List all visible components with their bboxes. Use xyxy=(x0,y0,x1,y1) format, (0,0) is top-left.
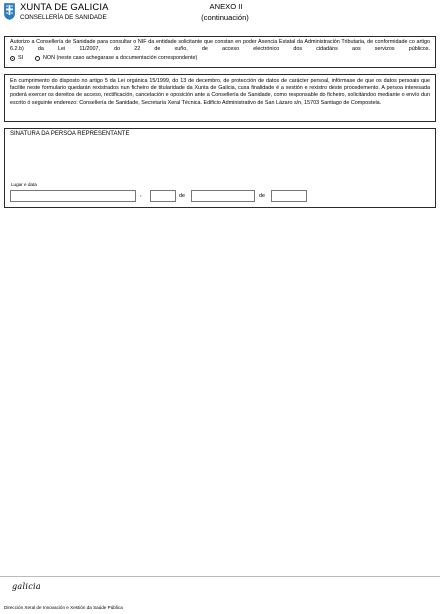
galicia-logo: galicia xyxy=(12,582,41,591)
date-separator: , xyxy=(140,192,142,198)
month-input[interactable] xyxy=(191,190,255,202)
footer-text: Dirección Xeral de Innovación e Xestión da Saúde Pública xyxy=(4,605,123,610)
authorization-text: Autorizo a Consellería de Sanidade para consultar o NIF da entidade solicitante que constan en poder Axencia Estatal da Administración Tributaria, de conformidade co artigo 6.2.b) da Lei 11/2007, do 22 de xuño, de acceso electrónico dos cidadáns aos servizos públicos. xyxy=(10,39,430,53)
org-subtitle: CONSELLERÍA DE SANIDADE xyxy=(20,14,107,21)
place-date-label: Lugar e data xyxy=(11,182,37,187)
radio-non-label: NON (neste caso achegarase a documentación correspondente) xyxy=(43,55,198,61)
org-title: XUNTA DE GALICIA xyxy=(20,2,109,13)
radio-si-label: SI xyxy=(18,55,24,61)
xunta-shield-icon xyxy=(4,3,15,20)
de-label-2: de xyxy=(259,193,265,199)
signature-title: SINATURA DA PERSOA REPRESENTANTE xyxy=(10,131,130,137)
annex-title: ANEXO II xyxy=(209,2,243,11)
de-label-1: de xyxy=(179,193,185,199)
privacy-notice-text: En cumprimento do disposto no artigo 5 da Lei orgánica 15/1999, do 13 de decembro, de protección de datos de carácter persoal, infórmase de que os datos persoais que facilite neste formulario quedarán rexistrados nun ficheiro de titularidade da Xunta de Galicia, cuxa finalidade é a xestión e rexistro deste procedemento. A persoa interesada poderá exercer os dereitos de acceso, rectificación, cancelación e oposición ante a Consellería de Sanidade, como responsable do ficheiro, solicitándoo mediante o envío dun escrito ó seguinte enderezo: Consellería de Sanidade, Secretaría Xeral Técnica. Edificio Administrativo de San Lázaro s/n, 15703 Santiago de Compostela. xyxy=(10,78,430,106)
place-input[interactable] xyxy=(10,190,136,202)
day-input[interactable] xyxy=(150,190,176,202)
footer-divider xyxy=(0,576,440,577)
year-input[interactable] xyxy=(271,190,307,202)
annex-subtitle: (continuación) xyxy=(201,13,249,22)
radio-si[interactable] xyxy=(10,56,15,61)
radio-non[interactable] xyxy=(35,56,40,61)
